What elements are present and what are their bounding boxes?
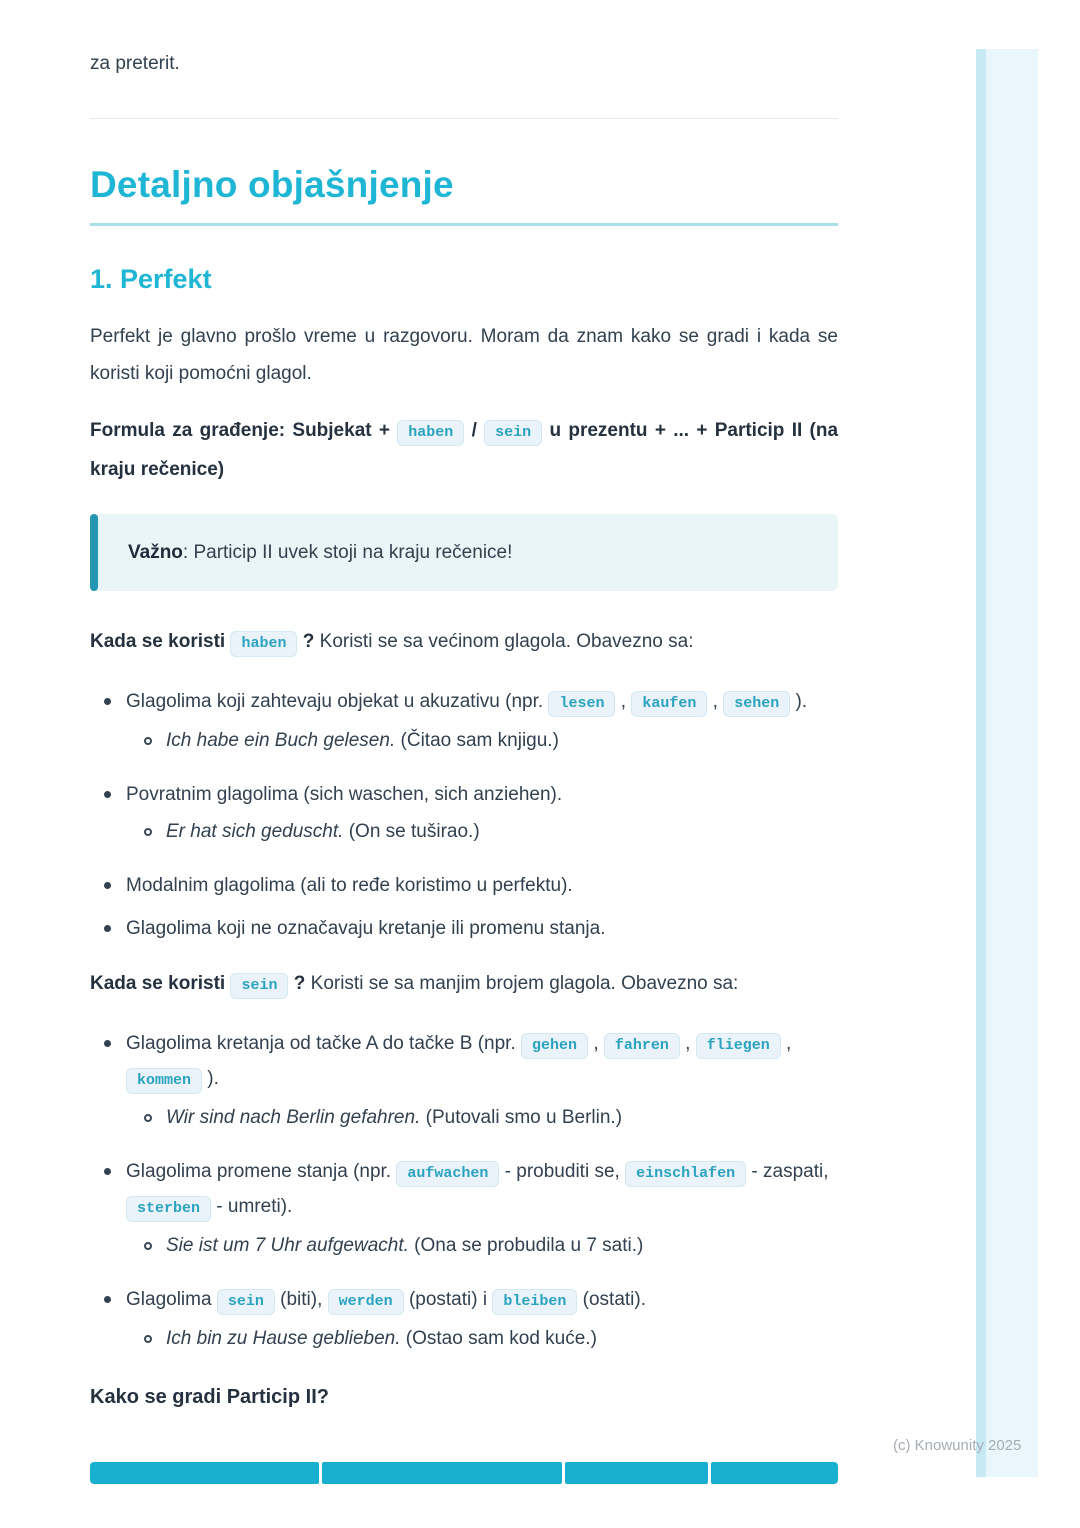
sein-usage-list bbox=[90, 1027, 838, 1354]
bullet-dot-icon bbox=[104, 791, 111, 798]
item-text: , bbox=[712, 691, 718, 712]
code-badge-sein: sein bbox=[484, 420, 542, 446]
list-item bbox=[104, 1027, 838, 1133]
bullet-circle-icon bbox=[144, 1114, 152, 1122]
example-line bbox=[126, 1102, 838, 1133]
item-text: Povratnim glagolima (sich waschen, sich anziehen). bbox=[126, 784, 563, 805]
closing-heading: Kako se gradi Particip II? bbox=[90, 1386, 329, 1408]
code-badge-kommen: kommen bbox=[126, 1068, 202, 1094]
example-serbian: (Ostao sam kod kuće.) bbox=[405, 1328, 597, 1349]
top-text: za preterit. bbox=[90, 53, 180, 74]
example-serbian: (Čitao sam knjigu.) bbox=[400, 730, 559, 751]
code-badge-fliegen: fliegen bbox=[696, 1033, 781, 1059]
code-badge-sein: sein bbox=[217, 1289, 275, 1315]
formula-line bbox=[90, 412, 838, 488]
example-line bbox=[126, 1323, 838, 1354]
item-text: (postati) i bbox=[408, 1289, 488, 1310]
haben-usage-lead bbox=[90, 625, 838, 661]
item-text: (ostati). bbox=[582, 1289, 647, 1310]
bullet-dot-icon bbox=[104, 698, 111, 705]
code-badge-haben: haben bbox=[230, 631, 297, 657]
example-line bbox=[126, 1230, 838, 1261]
list-item bbox=[104, 869, 838, 902]
item-text: (biti), bbox=[280, 1289, 323, 1310]
item-text: ). bbox=[207, 1068, 219, 1089]
bullet-circle-icon bbox=[144, 1335, 152, 1343]
bullet-dot-icon bbox=[104, 1040, 111, 1047]
code-badge-aufwachen: aufwachen bbox=[396, 1161, 499, 1187]
formula-mid: u prezentu + ... + bbox=[549, 420, 708, 441]
bullet-dot-icon bbox=[104, 925, 111, 932]
code-badge-werden: werden bbox=[328, 1289, 404, 1315]
item-text: Modalnim glagolima (ali to ređe koristimo u perfektu). bbox=[126, 875, 573, 896]
example-line bbox=[126, 816, 838, 847]
progress-segment bbox=[565, 1462, 708, 1484]
formula-slash: / bbox=[471, 420, 477, 441]
example-line bbox=[126, 725, 838, 756]
item-text: Glagolima kretanja od tačke A do tačke B (npr. bbox=[126, 1033, 516, 1054]
code-badge-bleiben: bleiben bbox=[492, 1289, 577, 1315]
lead-question-mark: ? bbox=[302, 631, 315, 652]
section-divider bbox=[90, 118, 838, 119]
sein-usage-lead bbox=[90, 967, 838, 1003]
example-german: Sie ist um 7 Uhr aufgewacht. bbox=[166, 1235, 409, 1256]
item-text: , bbox=[620, 691, 627, 712]
side-stripe bbox=[976, 49, 1038, 1477]
item-text: - probuditi se, bbox=[504, 1161, 620, 1182]
progress-segment bbox=[90, 1462, 319, 1484]
item-text: Glagolima koji zahtevaju objekat u akuzativu (npr. bbox=[126, 691, 544, 712]
example-german: Wir sind nach Berlin gefahren. bbox=[166, 1107, 421, 1128]
item-text: Glagolima koji ne označavaju kretanje ili promenu stanja. bbox=[126, 918, 606, 939]
item-text: - zaspati, bbox=[751, 1161, 829, 1182]
callout-label: Važno bbox=[128, 542, 183, 563]
bullet-circle-icon bbox=[144, 737, 152, 745]
code-badge-lesen: lesen bbox=[548, 691, 615, 717]
item-text: Glagolima bbox=[126, 1289, 212, 1310]
section-title: 1. Perfekt bbox=[90, 264, 212, 294]
list-item bbox=[104, 912, 838, 945]
lead-rest: Koristi se sa manjim brojem glagola. Obavezno sa: bbox=[310, 973, 739, 994]
item-text: - umreti). bbox=[216, 1196, 293, 1217]
important-callout bbox=[90, 514, 838, 591]
code-badge-fahren: fahren bbox=[604, 1033, 680, 1059]
bullet-dot-icon bbox=[104, 1296, 111, 1303]
example-serbian: (On se tuširao.) bbox=[348, 821, 480, 842]
code-badge-kaufen: kaufen bbox=[631, 691, 707, 717]
item-text: ). bbox=[795, 691, 808, 712]
lead-bold: Kada se koristi bbox=[90, 631, 226, 652]
code-badge-sein: sein bbox=[230, 973, 288, 999]
code-badge-sehen: sehen bbox=[723, 691, 790, 717]
heading-underline bbox=[90, 223, 838, 226]
haben-usage-list bbox=[90, 685, 838, 945]
callout-text: : Particip II uvek stoji na kraju rečenice! bbox=[182, 542, 513, 563]
bullet-dot-icon bbox=[104, 1168, 111, 1175]
example-serbian: (Ona se probudila u 7 sati.) bbox=[414, 1235, 644, 1256]
item-text: Glagolima promene stanja (npr. bbox=[126, 1161, 392, 1182]
example-serbian: (Putovali smo u Berlin.) bbox=[425, 1107, 623, 1128]
formula-lead: Formula za građenje: Subjekat + bbox=[90, 420, 390, 441]
code-badge-gehen: gehen bbox=[521, 1033, 588, 1059]
list-item bbox=[104, 778, 838, 847]
lead-rest: Koristi se sa većinom glagola. Obavezno sa: bbox=[319, 631, 694, 652]
intro-paragraph: Perfekt je glavno prošlo vreme u razgovoru. Moram da znam kako se gradi i kada se koristi koji pomoćni glagol. bbox=[90, 326, 838, 384]
lead-question-mark: ? bbox=[293, 973, 306, 994]
code-badge-einschlafen: einschlafen bbox=[625, 1161, 746, 1187]
example-german: Ich bin zu Hause geblieben. bbox=[166, 1328, 401, 1349]
item-text: , bbox=[593, 1033, 599, 1054]
bullet-circle-icon bbox=[144, 828, 152, 836]
list-item bbox=[104, 1283, 838, 1354]
code-badge-haben: haben bbox=[397, 420, 464, 446]
progress-segment bbox=[711, 1462, 838, 1484]
list-item bbox=[104, 685, 838, 756]
example-german: Ich habe ein Buch gelesen. bbox=[166, 730, 396, 751]
callout-accent-bar bbox=[90, 514, 98, 591]
bullet-circle-icon bbox=[144, 1242, 152, 1250]
progress-segment bbox=[322, 1462, 562, 1484]
item-text: , bbox=[786, 1033, 792, 1054]
progress-bar bbox=[90, 1462, 838, 1484]
code-badge-sterben: sterben bbox=[126, 1196, 211, 1222]
lead-bold: Kada se koristi bbox=[90, 973, 226, 994]
item-text: , bbox=[685, 1033, 691, 1054]
page-title: Detaljno objašnjenje bbox=[90, 164, 454, 205]
bullet-dot-icon bbox=[104, 882, 111, 889]
formula-tail: Particip II (na kraju rečenice) bbox=[90, 420, 839, 480]
list-item bbox=[104, 1155, 838, 1261]
footer-credit: (c) Knowunity 2025 bbox=[893, 1437, 1022, 1454]
document-page bbox=[90, 52, 838, 1410]
example-german: Er hat sich geduscht. bbox=[166, 821, 344, 842]
